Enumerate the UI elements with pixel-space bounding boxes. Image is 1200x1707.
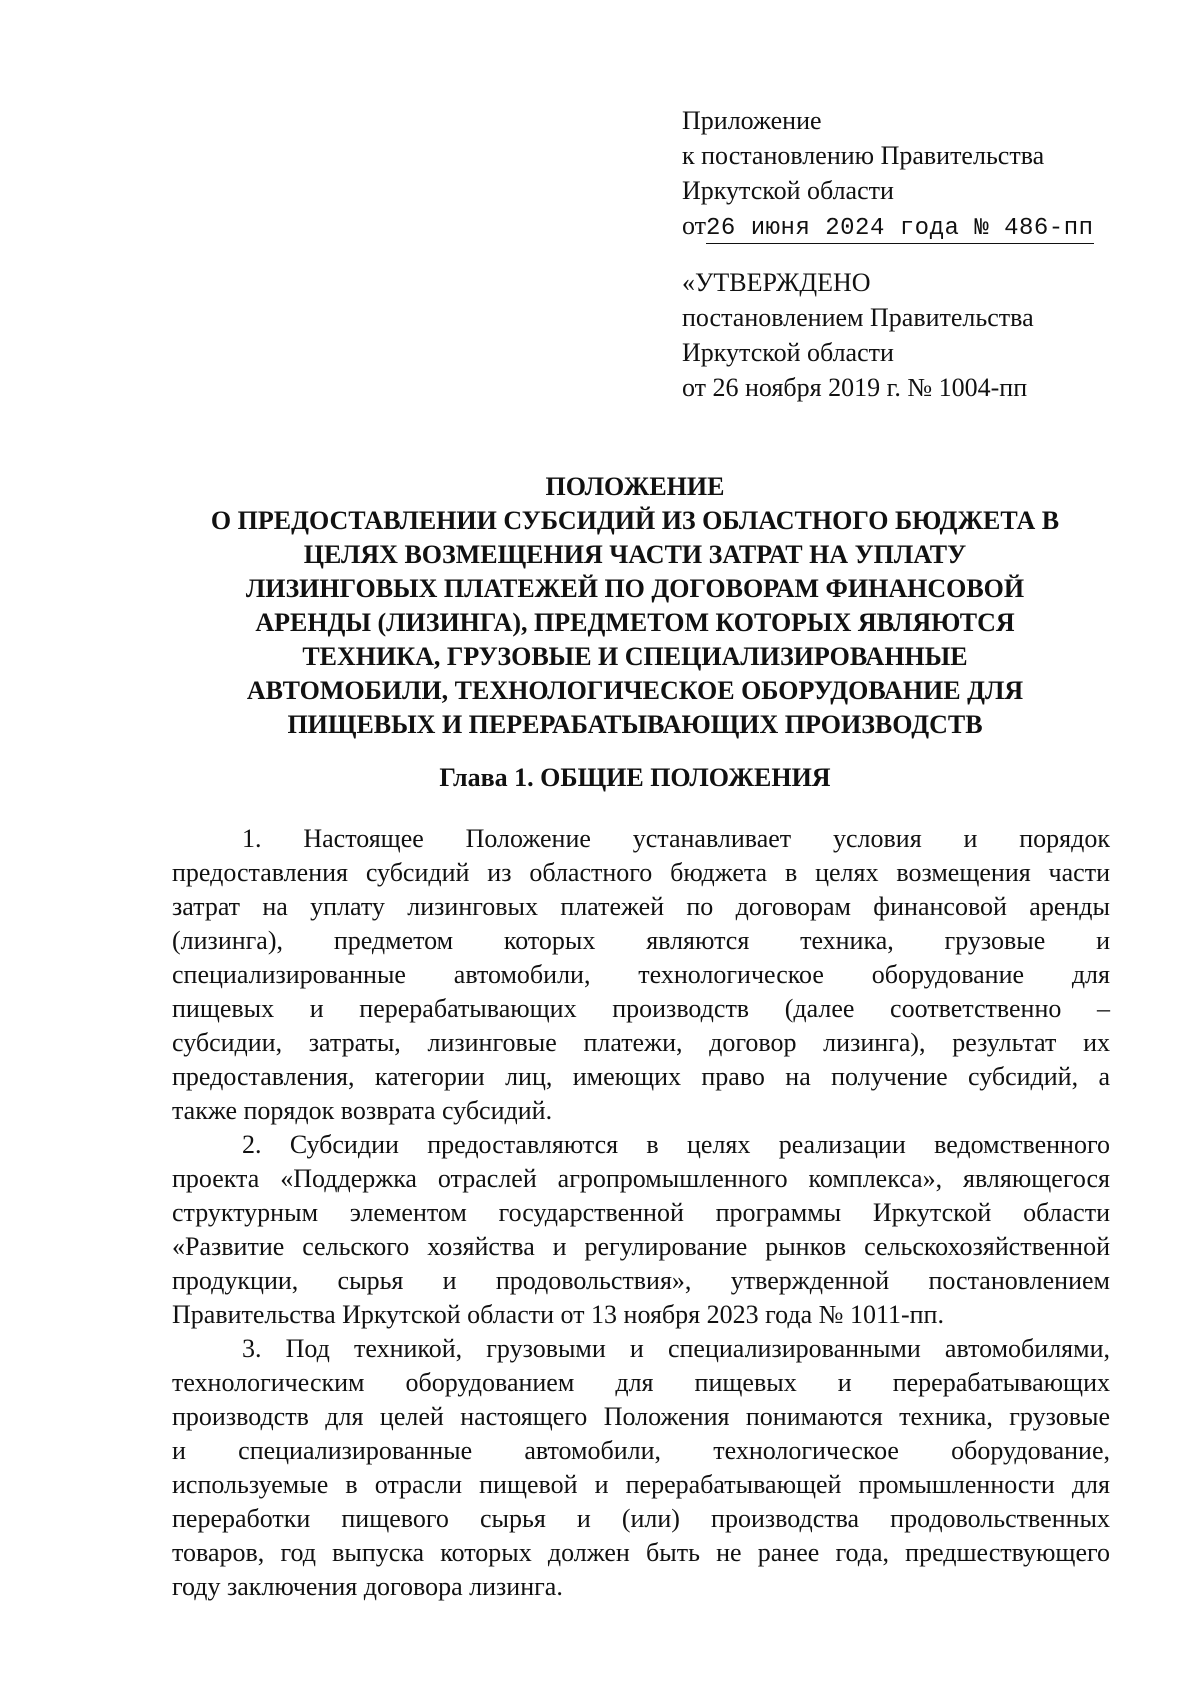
paragraph-line: предоставления, категории лиц, имеющих право на получение субсидий, а [172, 1062, 1110, 1091]
appendix-line: к постановлению Правительства [682, 141, 1045, 170]
date-fill: 26 июня 2024 года № 486-пп [706, 215, 1094, 242]
paragraph-line: субсидии, затраты, лизинговые платежи, договор лизинга), результат их [172, 1028, 1110, 1057]
approved-line: постановлением Правительства [682, 303, 1034, 332]
paragraph-line: также порядок возврата субсидий. [172, 1096, 553, 1125]
paragraph-line: товаров, год выпуска которых должен быть не ранее года, предшествующего [172, 1538, 1110, 1567]
paragraph-line: проекта «Поддержка отраслей агропромышленного комплекса», являющегося [172, 1164, 1110, 1193]
paragraph-line: переработки пищевого сырья и (или) производства продовольственных [172, 1504, 1110, 1533]
title-line: ПИЩЕВЫХ И ПЕРЕРАБАТЫВАЮЩИХ ПРОИЗВОДСТВ [287, 710, 983, 739]
paragraph-1 [172, 822, 1110, 1128]
paragraph-line: используемые в отрасли пищевой и перерабатывающей промышленности для [172, 1470, 1110, 1499]
paragraph-line: и специализированные автомобили, технологическое оборудование, [172, 1436, 1110, 1465]
paragraph-line: специализированные автомобили, технологическое оборудование для [172, 960, 1110, 989]
paragraph-2 [172, 1128, 1110, 1332]
title-line: АВТОМОБИЛИ, ТЕХНОЛОГИЧЕСКОЕ ОБОРУДОВАНИЕ ДЛЯ [246, 676, 1024, 705]
approved-line: Иркутской области [682, 338, 894, 367]
title-line: ТЕХНИКА, ГРУЗОВЫЕ И СПЕЦИАЛИЗИРОВАННЫЕ [302, 642, 968, 671]
paragraph-3 [172, 1332, 1110, 1604]
title-line: ПОЛОЖЕНИЕ [545, 472, 725, 501]
paragraph-line: пищевых и перерабатывающих производств (далее соответственно – [172, 994, 1110, 1023]
appendix-line: Иркутской области [682, 176, 894, 205]
title-line: ЛИЗИНГОВЫХ ПЛАТЕЖЕЙ ПО ДОГОВОРАМ ФИНАНСОВОЙ [245, 574, 1025, 603]
paragraph-line: (лизинга), предметом которых являются техника, грузовые и [172, 926, 1110, 955]
document-title [160, 470, 1110, 742]
paragraph-line: предоставления субсидий из областного бюджета в целях возмещения части [172, 858, 1110, 887]
appendix-line: Приложение [682, 106, 822, 135]
document-body [172, 822, 1110, 1604]
approved-line: «УТВЕРЖДЕНО [682, 268, 871, 297]
title-line: ЦЕЛЯХ ВОЗМЕЩЕНИЯ ЧАСТИ ЗАТРАТ НА УПЛАТУ [303, 540, 967, 569]
paragraph-line: продукции, сырья и продовольствия», утвержденной постановлением [172, 1266, 1110, 1295]
paragraph-line: производств для целей настоящего Положения понимаются техника, грузовые [172, 1402, 1110, 1431]
appendix-date-line [682, 208, 1102, 246]
paragraph-line: году заключения договора лизинга. [172, 1572, 563, 1601]
paragraph-line: структурным элементом государственной программы Иркутской области [172, 1198, 1110, 1227]
title-line: АРЕНДЫ (ЛИЗИНГА), ПРЕДМЕТОМ КОТОРЫХ ЯВЛЯЮТСЯ [255, 608, 1015, 637]
paragraph-line: 1. Настоящее Положение устанавливает условия и порядок [242, 824, 1110, 853]
paragraph-line: «Развитие сельского хозяйства и регулирование рынков сельскохозяйственной [172, 1232, 1110, 1261]
paragraph-line: Правительства Иркутской области от 13 ноября 2023 года № 1011-пп. [172, 1300, 944, 1329]
paragraph-line: 3. Под техникой, грузовыми и специализированными автомобилями, [242, 1334, 1110, 1363]
paragraph-line: 2. Субсидии предоставляются в целях реализации ведомственного [242, 1130, 1110, 1159]
appendix-header [682, 103, 1102, 246]
approved-line: от 26 ноября 2019 г. № 1004-пп [682, 373, 1028, 402]
paragraph-line: затрат на уплату лизинговых платежей по договорам финансовой аренды [172, 892, 1110, 921]
paragraph-line: технологическим оборудованием для пищевых и перерабатывающих [172, 1368, 1110, 1397]
chapter-heading: Глава 1. ОБЩИЕ ПОЛОЖЕНИЯ [439, 763, 831, 792]
approved-header [682, 265, 1102, 405]
title-line: О ПРЕДОСТАВЛЕНИИ СУБСИДИЙ ИЗ ОБЛАСТНОГО БЮДЖЕТА В [210, 506, 1060, 535]
date-prefix: от [682, 211, 707, 240]
